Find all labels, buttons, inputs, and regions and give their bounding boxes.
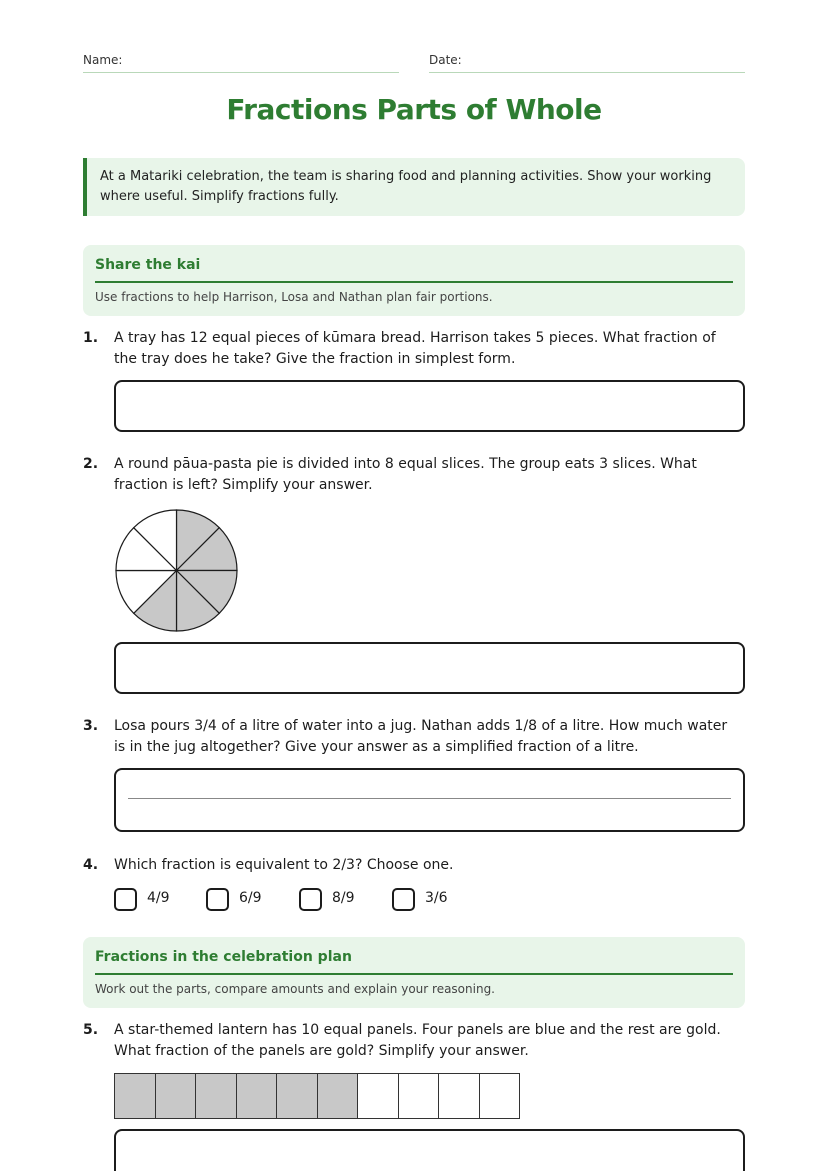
question-4 xyxy=(83,855,745,877)
section-title: Fractions in the celebration plan xyxy=(95,947,733,975)
question-5 xyxy=(83,1020,745,1064)
question-number: 2. xyxy=(83,456,99,472)
question-text: A star-themed lantern has 10 equal panels. Four panels are blue and the rest are gold. What fraction of the panels are gold? Simplify your answer. xyxy=(114,1022,721,1059)
question-number: 4. xyxy=(83,857,99,873)
question-text: A round pāua-pasta pie is divided into 8 equal slices. The group eats 3 slices. What fraction is left? Simplify your answer. xyxy=(114,456,697,493)
lantern-panel-shaded xyxy=(318,1074,359,1118)
section-subtitle: Work out the parts, compare amounts and explain your reasoning. xyxy=(95,982,495,996)
checkbox[interactable] xyxy=(392,888,415,911)
checkbox[interactable] xyxy=(206,888,229,911)
lantern-panel-shaded xyxy=(277,1074,318,1118)
lantern-panels xyxy=(114,1073,520,1119)
answer-box-5[interactable] xyxy=(114,1129,745,1171)
section-celebration-plan xyxy=(83,937,745,1008)
checkbox[interactable] xyxy=(114,888,137,911)
section-title: Share the kai xyxy=(95,255,733,283)
lantern-panel-shaded xyxy=(237,1074,278,1118)
option-label: 4/9 xyxy=(147,890,170,906)
option-label: 8/9 xyxy=(332,890,355,906)
question-text: Which fraction is equivalent to 2/3? Choose one. xyxy=(114,857,454,873)
page-title: Fractions Parts of Whole xyxy=(226,93,602,126)
option-label: 6/9 xyxy=(239,890,262,906)
answer-box-2[interactable] xyxy=(114,642,745,694)
option-label: 3/6 xyxy=(425,890,448,906)
pie-diagram xyxy=(114,508,239,633)
question-2 xyxy=(83,454,745,498)
lantern-panel xyxy=(358,1074,399,1118)
lantern-panel xyxy=(399,1074,440,1118)
question-text: Losa pours 3/4 of a litre of water into a jug. Nathan adds 1/8 of a litre. How much water is in the jug altogether? Give your answer as a simplified fraction of a litre. xyxy=(114,718,728,755)
lantern-panel-shaded xyxy=(196,1074,237,1118)
question-1 xyxy=(83,328,745,372)
question-number: 3. xyxy=(83,718,99,734)
question-text: A tray has 12 equal pieces of kūmara bread. Harrison takes 5 pieces. What fraction of the tray does he take? Give the fraction in simplest form. xyxy=(114,330,716,367)
lantern-panel xyxy=(480,1074,520,1118)
date-label: Date: xyxy=(429,53,462,67)
name-label: Name: xyxy=(83,53,123,67)
question-number: 1. xyxy=(83,330,99,346)
lantern-panel xyxy=(439,1074,480,1118)
section-share-the-kai xyxy=(83,245,745,316)
question-number: 5. xyxy=(83,1022,99,1038)
lantern-panel-shaded xyxy=(156,1074,197,1118)
checkbox[interactable] xyxy=(299,888,322,911)
lantern-panel-shaded xyxy=(115,1074,156,1118)
answer-box-3[interactable] xyxy=(114,768,745,832)
section-subtitle: Use fractions to help Harrison, Losa and Nathan plan fair portions. xyxy=(95,290,493,304)
header-fields xyxy=(83,52,745,74)
answer-line xyxy=(128,798,731,799)
name-field[interactable] xyxy=(83,52,399,73)
question-3 xyxy=(83,716,745,760)
intro-box: At a Matariki celebration, the team is sharing food and planning activities. Show your working where useful. Simplify fractions fully. xyxy=(83,158,745,216)
date-field[interactable] xyxy=(429,52,745,73)
answer-box-1[interactable] xyxy=(114,380,745,432)
